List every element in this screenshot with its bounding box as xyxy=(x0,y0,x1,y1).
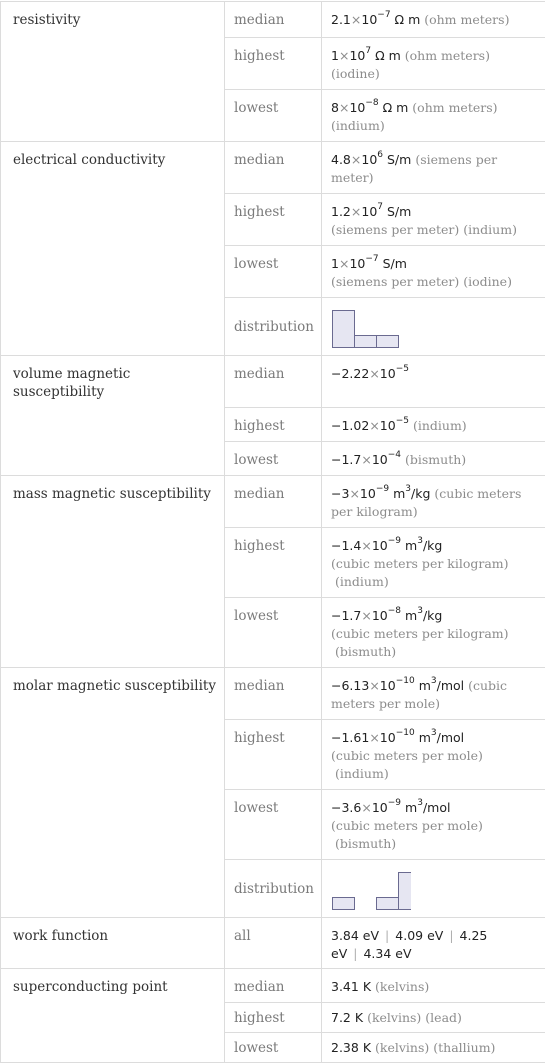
sub-label: highest xyxy=(225,408,322,442)
histogram-bar xyxy=(333,311,355,348)
sub-label: lowest xyxy=(225,790,322,860)
sub-label: median xyxy=(225,668,322,720)
value-cell: 3.84 eV | 4.09 eV | 4.25 eV | 4.34 eV xyxy=(322,918,545,969)
sub-label: lowest xyxy=(225,442,322,476)
value-cell: $1\times 10^7$ Ω m (ohm meters) (iodine) xyxy=(322,38,545,90)
row-label-superconducting-point: superconducting point xyxy=(1,969,225,1063)
value-cell: $-6.13\times 10^{-10}$ $m^3$/mol (cubic meters per mole) xyxy=(322,668,545,720)
sub-label: highest xyxy=(225,1003,322,1033)
sub-label: highest xyxy=(225,720,322,790)
value-cell: 3.41 K (kelvins) xyxy=(322,969,545,1003)
value-cell: $-1.61\times 10^{-10}$ $m^3$/mol (cubic meters per mole) (indium) xyxy=(322,720,545,790)
histogram-bar xyxy=(355,336,377,348)
sub-label: highest xyxy=(225,38,322,90)
value-cell: $-3\times 10^{-9}$ $m^3/kg$ (cubic meters per kilogram) xyxy=(322,476,545,528)
row-label-work-function: work function xyxy=(1,918,225,969)
sub-label: median xyxy=(225,356,322,408)
distribution-cell xyxy=(322,298,545,356)
conductivity-histogram xyxy=(331,309,411,349)
value-cell: $-1.7\times 10^{-4}$ (bismuth) xyxy=(322,442,545,476)
histogram-bar xyxy=(377,336,399,348)
histogram-bar xyxy=(399,873,412,910)
sub-label: all xyxy=(225,918,322,969)
sub-label: lowest xyxy=(225,598,322,668)
value-cell: $-3.6\times 10^{-9}$ $m^3$/mol (cubic meters per mole) (bismuth) xyxy=(322,790,545,860)
value-cell: 7.2 K (kelvins) (lead) xyxy=(322,1003,545,1033)
sub-label: median xyxy=(225,969,322,1003)
sub-label: lowest xyxy=(225,1033,322,1063)
value-cell: $1\times 10^{-7}$ S/m (siemens per meter) (iodine) xyxy=(322,246,545,298)
row-label-molar-magnetic-susceptibility: molar magnetic susceptibility xyxy=(1,668,225,918)
row-label-volume-magnetic-susceptibility: volume magnetic susceptibility xyxy=(1,356,225,476)
sub-label: distribution xyxy=(225,298,322,356)
row-label-electrical-conductivity: electrical conductivity xyxy=(1,142,225,356)
value-cell: $-1.7\times 10^{-8}$ $m^3/kg$ (cubic meters per kilogram) (bismuth) xyxy=(322,598,545,668)
properties-table xyxy=(0,1,545,1063)
value-cell: 2.38 K (kelvins) (thallium) xyxy=(322,1033,545,1063)
value-cell: $-1.02\times 10^{-5}$ (indium) xyxy=(322,408,545,442)
sub-label: median xyxy=(225,2,322,38)
sub-label: lowest xyxy=(225,90,322,142)
value-cell: $8\times 10^{-8}$ Ω m (ohm meters) (indium) xyxy=(322,90,545,142)
sub-label: highest xyxy=(225,528,322,598)
value-cell: $-2.22\times 10^{-5}$ xyxy=(322,356,545,408)
row-label-mass-magnetic-susceptibility: mass magnetic susceptibility xyxy=(1,476,225,668)
sub-label: lowest xyxy=(225,246,322,298)
histogram-bar xyxy=(333,898,355,910)
row-label-resistivity: resistivity xyxy=(1,2,225,142)
molar-susceptibility-histogram xyxy=(331,871,411,911)
sub-label: distribution xyxy=(225,860,322,918)
value-cell: $4.8\times 10^6$ S/m (siemens per meter) xyxy=(322,142,545,194)
sub-label: median xyxy=(225,142,322,194)
sub-label: median xyxy=(225,476,322,528)
sub-label: highest xyxy=(225,194,322,246)
histogram-bar xyxy=(377,898,399,910)
value-cell: $2.1\times 10^{-7}$ Ω m (ohm meters) xyxy=(322,2,545,38)
value-cell: $-1.4\times 10^{-9}$ $m^3/kg$ (cubic meters per kilogram) (indium) xyxy=(322,528,545,598)
distribution-cell xyxy=(322,860,545,918)
value-cell: $1.2\times 10^7$ S/m (siemens per meter) (indium) xyxy=(322,194,545,246)
